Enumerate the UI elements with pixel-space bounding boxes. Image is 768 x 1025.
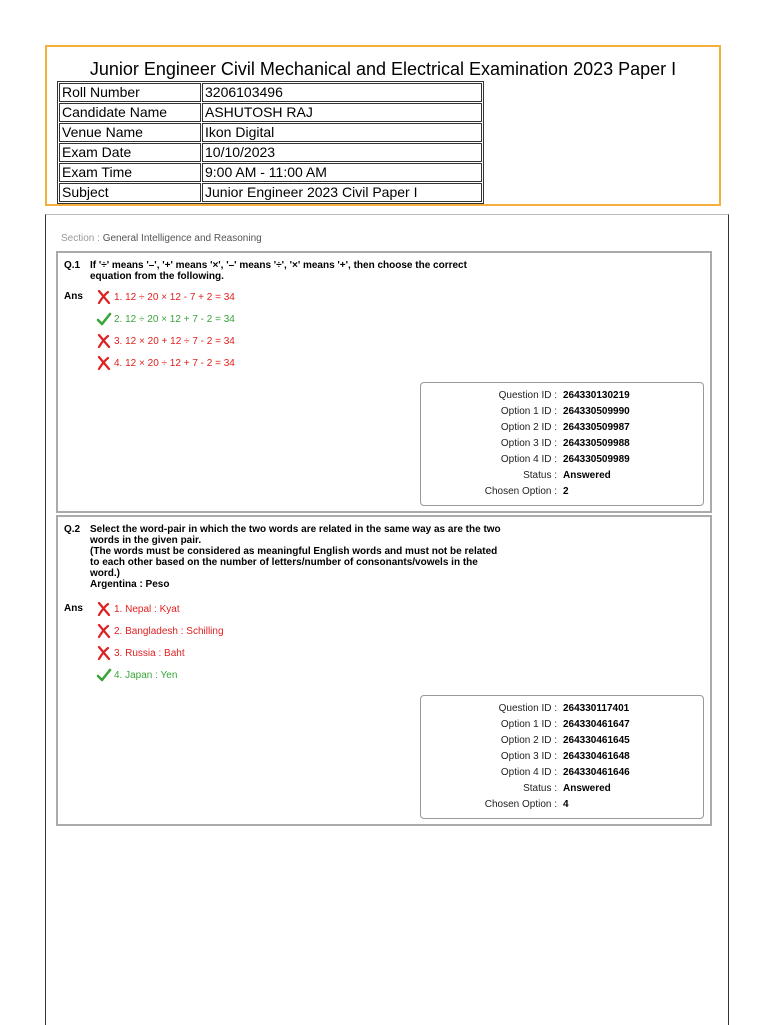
field-label: Exam Date — [59, 143, 201, 162]
meta-question-id: Question ID : 264330130219 — [498, 390, 630, 401]
question-text — [90, 260, 510, 282]
field-label: Candidate Name — [59, 103, 201, 122]
option-3 — [96, 334, 235, 348]
question-number: Q.1 — [64, 260, 81, 271]
table-row — [59, 103, 482, 122]
option-3 — [96, 646, 185, 660]
meta-status: Status : Answered — [523, 783, 611, 794]
meta-option4-id: Option 4 ID : 264330509989 — [500, 454, 630, 465]
option-text: 1. Nepal : Kyat — [114, 603, 180, 615]
table-row — [59, 83, 482, 102]
ans-label: Ans — [64, 291, 83, 302]
question-meta-box — [420, 382, 704, 506]
question-text-line: to each other based on the number of letters/number of consonants/vowels in the — [90, 557, 478, 568]
field-value: 10/10/2023 — [202, 143, 482, 162]
meta-option4-id: Option 4 ID : 264330461646 — [500, 767, 630, 778]
option-text: 4. Japan : Yen — [114, 669, 178, 681]
option-text: 3. 12 × 20 + 12 ÷ 7 - 2 = 34 — [114, 335, 235, 347]
meta-chosen-option: Chosen Option : 2 — [484, 486, 569, 497]
ans-label: Ans — [64, 603, 83, 614]
question-text-line: equation from the following. — [90, 271, 224, 282]
meta-status: Status : Answered — [523, 470, 611, 481]
candidate-info-table — [57, 81, 484, 204]
cross-icon — [96, 356, 112, 370]
cross-icon — [96, 334, 112, 348]
question-text-line: (The words must be considered as meaningful English words and must not be related — [90, 546, 498, 557]
question-text-line: If '÷' means '–', '+' means '×', '–' means '÷', '×' means '+', then choose the correct — [90, 260, 467, 271]
option-text: 1. 12 ÷ 20 × 12 - 7 + 2 = 34 — [114, 291, 235, 303]
option-1 — [96, 290, 235, 304]
meta-option3-id: Option 3 ID : 264330509988 — [500, 438, 630, 449]
question-meta-box — [420, 695, 704, 819]
field-value: ASHUTOSH RAJ — [202, 103, 482, 122]
option-text: 4. 12 × 20 ÷ 12 + 7 - 2 = 34 — [114, 357, 235, 369]
field-label: Venue Name — [59, 123, 201, 142]
question-text-line: Select the word-pair in which the two words are related in the same way as are the two — [90, 524, 501, 535]
option-text: 2. 12 ÷ 20 × 12 + 7 - 2 = 34 — [114, 313, 235, 325]
meta-option2-id: Option 2 ID : 264330509987 — [500, 422, 630, 433]
check-icon — [96, 668, 112, 682]
field-value: Ikon Digital — [202, 123, 482, 142]
option-4 — [96, 356, 235, 370]
field-value: 3206103496 — [202, 83, 482, 102]
exam-title: Junior Engineer Civil Mechanical and Electrical Examination 2023 Paper I — [89, 59, 677, 79]
option-text: 3. Russia : Baht — [114, 647, 185, 659]
meta-question-id: Question ID : 264330117401 — [498, 703, 630, 714]
field-label: Subject — [59, 183, 201, 202]
table-row — [59, 143, 482, 162]
field-label: Roll Number — [59, 83, 201, 102]
exam-header — [45, 45, 721, 206]
table-row — [59, 163, 482, 182]
field-label: Exam Time — [59, 163, 201, 182]
check-icon — [96, 312, 112, 326]
question-text — [90, 524, 510, 590]
option-text: 2. Bangladesh : Schilling — [114, 625, 224, 637]
meta-option1-id: Option 1 ID : 264330509990 — [500, 406, 630, 417]
question-text-line: word.) — [90, 568, 120, 579]
cross-icon — [96, 646, 112, 660]
cross-icon — [96, 290, 112, 304]
question-text-line: Argentina : Peso — [90, 579, 170, 590]
field-value: 9:00 AM - 11:00 AM — [202, 163, 482, 182]
field-value: Junior Engineer 2023 Civil Paper I — [202, 183, 482, 202]
section-name: General Intelligence and Reasoning — [102, 233, 262, 244]
table-row — [59, 183, 482, 202]
meta-option1-id: Option 1 ID : 264330461647 — [500, 719, 630, 730]
option-2 — [96, 312, 235, 326]
section-label: Section : — [61, 233, 103, 244]
question-number: Q.2 — [64, 524, 81, 535]
cross-icon — [96, 624, 112, 638]
meta-option2-id: Option 2 ID : 264330461645 — [500, 735, 630, 746]
option-4 — [96, 668, 177, 682]
meta-chosen-option: Chosen Option : 4 — [484, 799, 569, 810]
question-panel-2 — [56, 515, 712, 826]
meta-option3-id: Option 3 ID : 264330461648 — [500, 751, 630, 762]
cross-icon — [96, 602, 112, 616]
option-2 — [96, 624, 224, 638]
table-row — [59, 123, 482, 142]
question-panel-1 — [56, 251, 712, 513]
section-heading — [61, 233, 262, 244]
option-1 — [96, 602, 180, 616]
question-text-line: words in the given pair. — [90, 535, 202, 546]
